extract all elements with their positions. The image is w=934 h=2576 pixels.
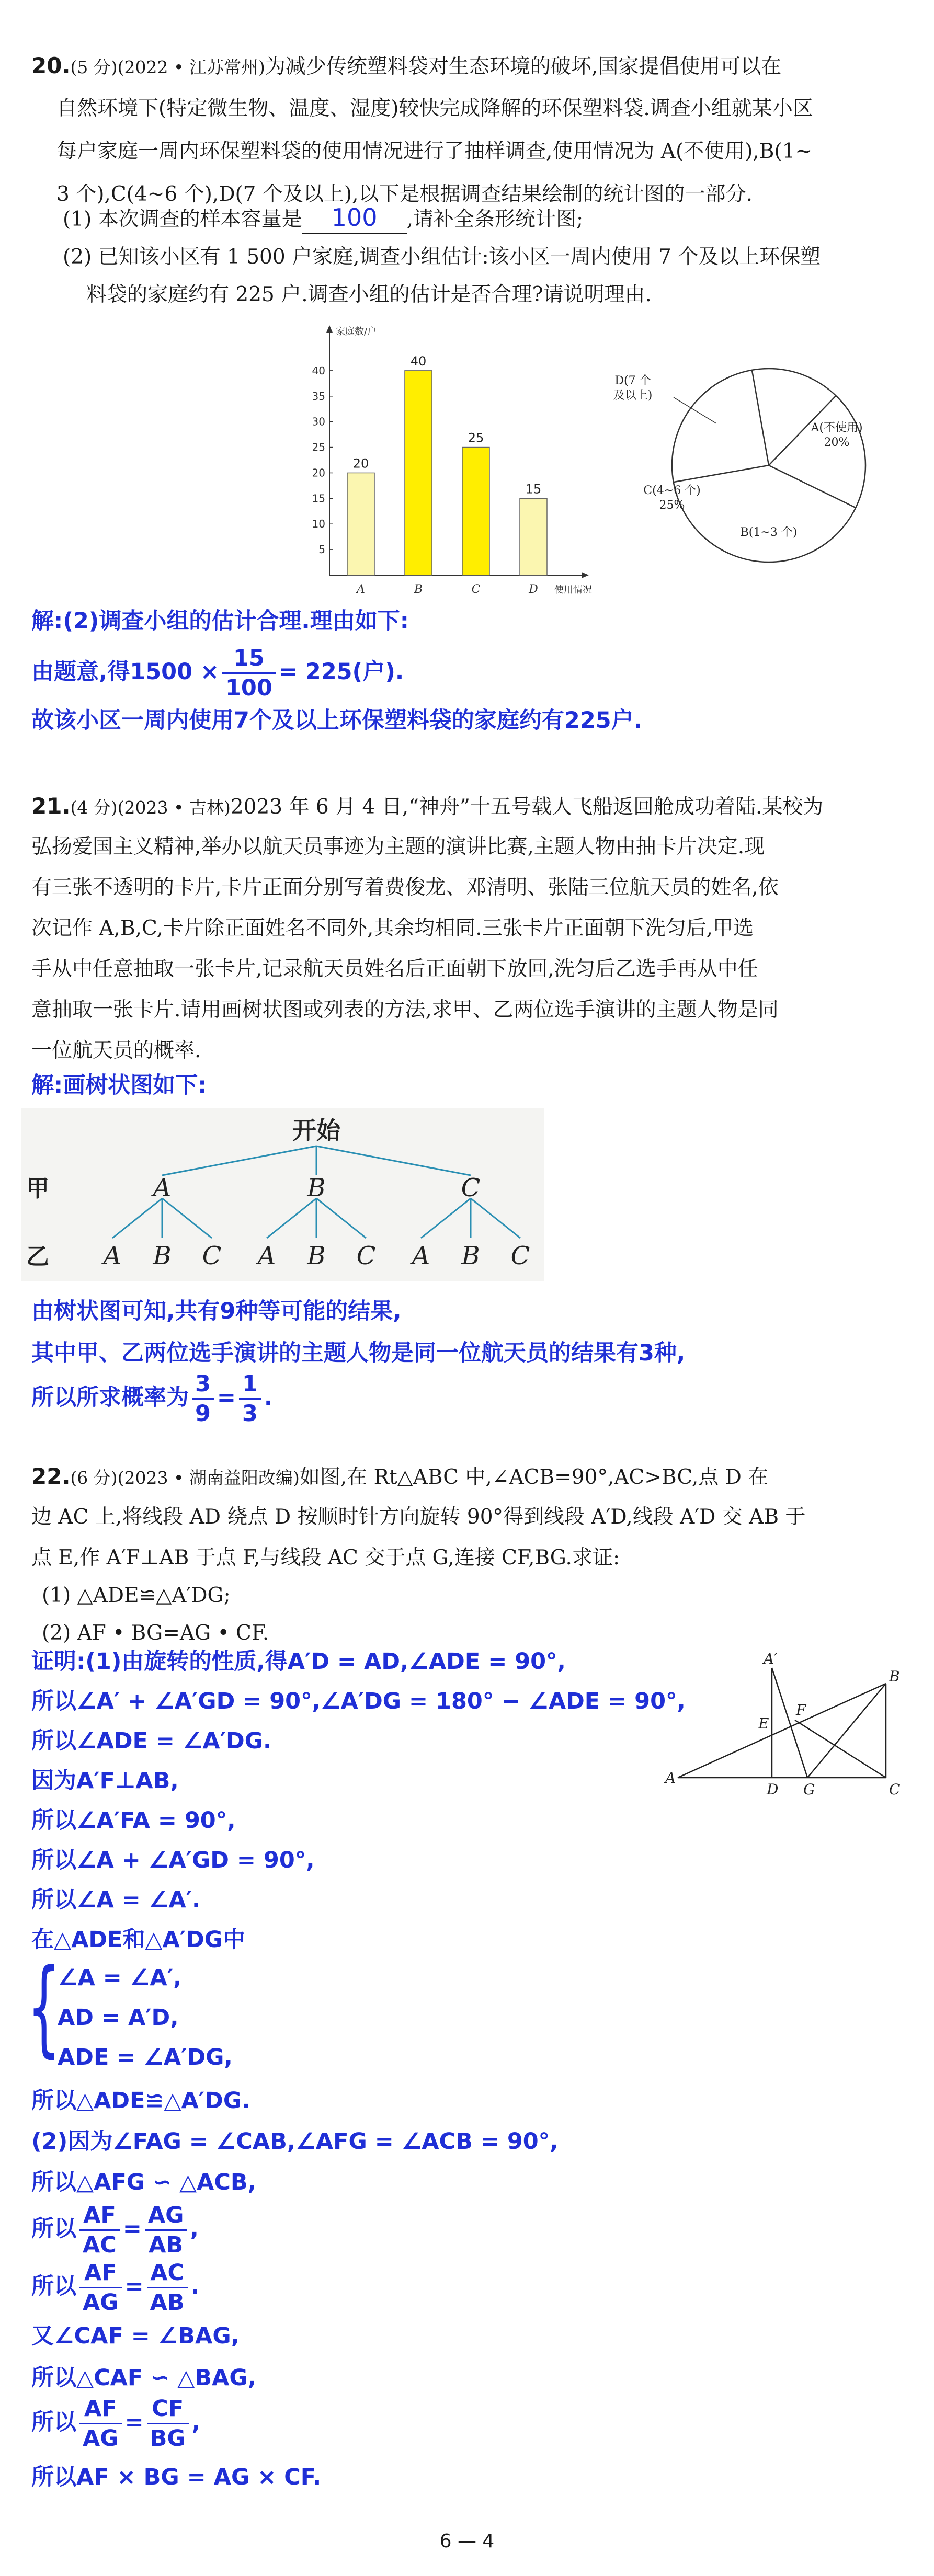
q22-number: 22. xyxy=(31,1463,71,1489)
category-label: D xyxy=(529,583,538,596)
pie-label: B(1~3 个) xyxy=(740,526,798,539)
q20-line3: 每户家庭一周内环保塑料袋的使用情况进行了抽样调查,使用情况为 A(不使用),B(1~ xyxy=(56,140,813,163)
q22-fraction-line2: 所以 $\frac{AF}{AG}$ = $\frac{AC}{AB}$ . xyxy=(31,2260,200,2316)
q22-proof-line: 所以△AFG ∽ △ACB, xyxy=(31,2169,256,2195)
y-tick-label: 5 xyxy=(318,543,325,556)
tree-node-jia: B xyxy=(307,1173,326,1203)
y-tick-label: 25 xyxy=(312,441,325,454)
question-22 xyxy=(0,1459,934,2520)
q22-proof-line: 所以∠ADE = ∠A′DG. xyxy=(31,1728,272,1754)
q20-sub2-line1: (2) 已知该小区有 1 500 户家庭,调查小组估计:该小区一周内使用 7 个及以上环保塑 xyxy=(63,245,821,269)
figure-point-label: E xyxy=(758,1715,769,1732)
question-20 xyxy=(0,0,934,769)
y-tick-label: 35 xyxy=(312,390,325,403)
tree-node-yi: B xyxy=(307,1241,326,1270)
tree-node-jia: C xyxy=(461,1173,481,1203)
bar-value-label: 25 xyxy=(468,430,484,445)
x-axis-label: 使用情况 xyxy=(554,585,592,596)
tree-node-yi: C xyxy=(510,1241,530,1270)
y-axis-arrow xyxy=(326,325,333,333)
q22-line1: 22.(6 分)(2023 • 湖南益阳改编)如图,在 Rt△ABC 中,∠ACB=90°,AC>BC,点 D 在 xyxy=(31,1463,769,1489)
y-axis-label: 家庭数/户 xyxy=(336,326,377,337)
y-tick-label: 10 xyxy=(312,518,325,531)
q20-line1: 20.(5 分)(2022 • 江苏常州)为减少传统塑料袋对生态环境的破坏,国家提倡使用可以在 xyxy=(31,53,782,78)
figure-point-label: C xyxy=(889,1781,901,1798)
geometry-figure xyxy=(659,1642,910,1799)
q22-proof-line: 所以∠A′ + ∠A′GD = 90°,∠A′DG = 180° − ∠ADE = 90°, xyxy=(31,1688,686,1714)
q20-sub2-line2: 料袋的家庭约有 225 户.调查小组的估计是否合理?请说明理由. xyxy=(86,283,652,306)
q22-proof-line: (2)因为∠FAG = ∠CAB,∠AFG = ∠ACB = 90°, xyxy=(31,2128,559,2155)
question-21 xyxy=(0,774,934,1453)
q22-proof-line: 又∠CAF = ∠BAG, xyxy=(31,2323,240,2349)
q22-line2: 边 AC 上,将线段 AD 绕点 D 按顺时针方向旋转 90°得到线段 A′D,线段 A′D 交 AB 于 xyxy=(31,1505,806,1529)
equation-system: { ∠A = ∠A′, AD = A′D, ADE = ∠A′DG, xyxy=(27,1947,233,2070)
tree-node-yi: A xyxy=(103,1241,122,1270)
bar-value-label: 40 xyxy=(410,353,427,369)
q22-proof-line: 所以△ADE≌△A′DG. xyxy=(31,2088,250,2114)
q21-line2: 弘扬爱国主义精神,举办以航天员事迹为主题的演讲比赛,主题人物由抽卡片决定.现 xyxy=(31,835,765,858)
q22-sub1: (1) △ADE≌△A′DG; xyxy=(42,1584,231,1607)
q22-proof-line: 因为A′F⊥AB, xyxy=(31,1768,179,1794)
bar-chart xyxy=(293,314,617,606)
tree-node-yi: C xyxy=(356,1241,376,1270)
q21-answer-line1: 解:画树状图如下: xyxy=(31,1072,207,1098)
q21-line1: 21.(4 分)(2023 • 吉林)2023 年 6 月 4 日,“神舟”十五号载人飞船返回舱成功着陆.某校为 xyxy=(31,793,824,819)
q22-sub2: (2) AF • BG=AG • CF. xyxy=(42,1621,269,1645)
q20-meta: (5 分)(2022 • 江苏常州) xyxy=(70,57,265,77)
category-label: C xyxy=(471,583,481,596)
q20-answer-100: 100 xyxy=(331,203,378,232)
q22-proof-line: 在△ADE和△A′DG中 xyxy=(31,1927,246,1953)
category-label: B xyxy=(414,583,423,596)
bar-value-label: 15 xyxy=(525,482,542,497)
pie-label: C(4~6 个) 25% xyxy=(643,484,701,512)
q22-proof-final: 所以AF × BG = AG × CF. xyxy=(31,2464,322,2490)
category-label: A xyxy=(357,583,365,596)
tree-label-jia: 甲 xyxy=(26,1175,49,1202)
q20-answer-line2: 由题意,得1500 × $\frac{15}{100}$ = 225(户). xyxy=(31,645,404,701)
q20-sub1: (1) 本次调查的样本容量是 100 ,请补全条形统计图; xyxy=(63,202,583,237)
q22-proof-line: 所以∠A = ∠A′. xyxy=(31,1887,201,1913)
q21-line5: 手从中任意抽取一张卡片,记录航天员姓名后正面朝下放回,洗匀后乙选手再从中任 xyxy=(31,957,758,981)
q21-line6: 意抽取一张卡片.请用画树状图或列表的方法,求甲、乙两位选手演讲的主题人物是同 xyxy=(31,998,779,1022)
q22-line3: 点 E,作 A′F⊥AB 于点 F,与线段 AC 交于点 G,连接 CF,BG.求证: xyxy=(31,1546,620,1570)
bar-D xyxy=(520,498,547,575)
q21-meta: (4 分)(2023 • 吉林) xyxy=(70,797,231,818)
figure-point-label: A xyxy=(665,1769,676,1787)
pie-chart xyxy=(612,335,915,575)
q22-proof-line: 所以∠A′FA = 90°, xyxy=(31,1807,236,1834)
tree-node-yi: B xyxy=(153,1241,172,1270)
bar-A xyxy=(347,473,374,575)
tree-node-yi: C xyxy=(202,1241,222,1270)
q20-line2: 自然环境下(特定微生物、温度、湿度)较快完成降解的环保塑料袋.调查小组就某小区 xyxy=(56,97,813,120)
bar-B xyxy=(405,371,432,575)
pie-label: A(不使用) 20% xyxy=(811,421,863,449)
tree-node-jia: A xyxy=(153,1173,172,1203)
page-number: 6 — 4 xyxy=(439,2531,495,2552)
q21-answer-line2: 由树状图可知,共有9种等可能的结果, xyxy=(31,1298,402,1324)
q22-fraction-line1: 所以 $\frac{AF}{AC}$ = $\frac{AG}{AB}$ , xyxy=(31,2202,199,2258)
q22-proof-line: 所以∠A + ∠A′GD = 90°, xyxy=(31,1847,315,1873)
q21-answer-line3: 其中甲、乙两位选手演讲的主题人物是同一位航天员的结果有3种, xyxy=(31,1340,686,1366)
figure-point-label: D xyxy=(767,1781,779,1798)
q22-proof-line: 证明:(1)由旋转的性质,得A′D = AD,∠ADE = 90°, xyxy=(31,1648,566,1675)
tree-node-yi: A xyxy=(412,1241,430,1270)
y-tick-label: 20 xyxy=(312,466,325,479)
q22-proof-line: 所以△CAF ∽ △BAG, xyxy=(31,2365,256,2391)
x-axis-arrow xyxy=(582,572,589,578)
tree-diagram xyxy=(21,1108,544,1281)
y-tick-label: 15 xyxy=(312,492,325,505)
figure-point-label: F xyxy=(796,1701,806,1719)
bar-C xyxy=(462,448,489,575)
figure-point-label: B xyxy=(889,1668,900,1685)
bar-value-label: 20 xyxy=(352,456,369,471)
q21-line4: 次记作 A,B,C,卡片除正面姓名不同外,其余均相同.三张卡片正面朝下洗匀后,甲选 xyxy=(31,917,754,940)
q21-line7: 一位航天员的概率. xyxy=(31,1039,201,1062)
y-tick-label: 30 xyxy=(312,415,325,428)
tree-label-yi: 乙 xyxy=(26,1243,49,1270)
q22-meta: (6 分)(2023 • 湖南益阳改编) xyxy=(70,1468,300,1488)
q21-number: 21. xyxy=(31,793,71,819)
figure-point-label: A′ xyxy=(764,1650,778,1667)
figure-point-label: G xyxy=(803,1781,815,1798)
tree-root: 开始 xyxy=(292,1116,340,1144)
y-tick-label: 40 xyxy=(312,364,325,377)
q21-answer-line4: 所以所求概率为 $\frac{3}{9}$ = $\frac{1}{3}$ . xyxy=(31,1371,273,1427)
q20-answer-line3: 故该小区一周内使用7个及以上环保塑料袋的家庭约有225户. xyxy=(31,707,643,734)
left-brace: { xyxy=(27,1947,61,2068)
pie-label: D(7 个及以上) xyxy=(613,374,653,402)
tree-node-yi: A xyxy=(257,1241,276,1270)
q22-fraction-line3: 所以 $\frac{AF}{AG}$ = $\frac{CF}{BG}$ , xyxy=(31,2396,201,2452)
fraction: $\frac{15}{100}$ xyxy=(222,644,276,702)
q20-answer-line1: 解:(2)调查小组的估计合理.理由如下: xyxy=(31,608,409,634)
q21-line3: 有三张不透明的卡片,卡片正面分别写着费俊龙、邓清明、张陆三位航天员的姓名,依 xyxy=(31,876,779,899)
q20-number: 20. xyxy=(31,53,71,78)
q20-line4: 3 个),C(4~6 个),D(7 个及以上),以下是根据调查结果绘制的统计图的一部分. xyxy=(56,182,753,206)
tree-node-yi: B xyxy=(461,1241,480,1270)
